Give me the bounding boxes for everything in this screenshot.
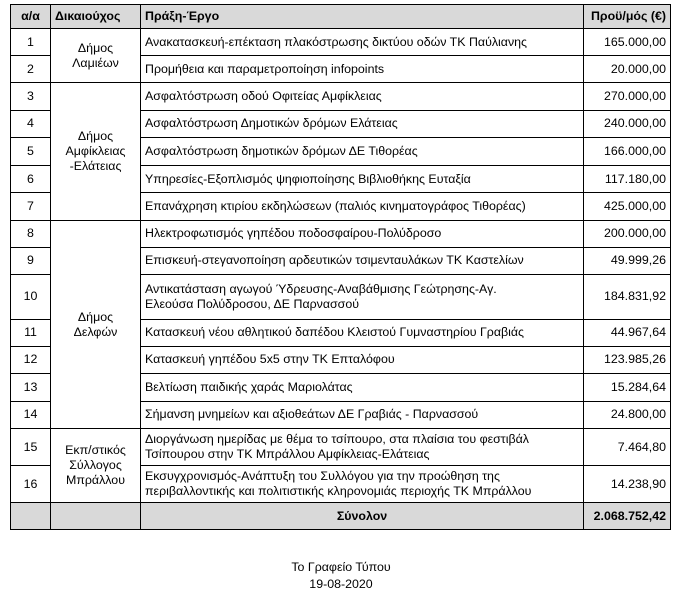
row-action: Κατασκευή γηπέδου 5x5 στην ΤΚ Επταλόφου — [141, 346, 584, 373]
press-release-date: 19-08-2020 — [309, 577, 373, 591]
row-num: 6 — [11, 165, 51, 193]
row-amount: 123.985,26 — [584, 346, 671, 373]
row-action: Ασφαλτόστρωση Δημοτικών δρόμων Ελάτειας — [141, 110, 584, 138]
row-action — [141, 466, 584, 503]
header-amount: Προϋ/μός (€) — [584, 5, 671, 29]
row-amount: 270.000,00 — [584, 83, 671, 111]
row-amount: 20.000,00 — [584, 56, 671, 83]
row-action: Κατασκευή νέου αθλητικού δαπέδου Κλειστού Γυμναστηρίου Γραβιάς — [141, 319, 584, 346]
row-amount: 14.238,90 — [584, 466, 671, 503]
row-amount: 240.000,00 — [584, 110, 671, 138]
header-num: α/α — [11, 5, 51, 29]
row-action — [141, 429, 584, 466]
row-num: 14 — [11, 401, 51, 429]
total-row — [11, 503, 671, 530]
row-action: Ασφαλτόστρωση δημοτικών δρόμων ΔΕ Τιθορέας — [141, 138, 584, 166]
beneficiary-line: Λαμιέων — [72, 55, 119, 70]
beneficiary-line: Δήμος — [77, 128, 114, 143]
beneficiary-cell — [51, 29, 141, 83]
row-num: 1 — [11, 29, 51, 56]
row-num: 4 — [11, 110, 51, 138]
row-action: Επανάχρηση κτιρίου εκδηλώσεων (παλιός κινηματογράφος Τιθορέας) — [141, 193, 584, 221]
total-empty-cell — [51, 503, 141, 530]
funding-table — [10, 4, 671, 530]
row-action — [141, 274, 584, 319]
row-action: Σήμανση μνημείων και αξιοθεάτων ΔΕ Γραβιάς - Παρνασσού — [141, 401, 584, 429]
row-action-line: Τσίπουρου στην ΤΚ Μπράλλου Αμφίκλειας-Ελάτειας — [145, 447, 430, 462]
row-num: 13 — [11, 373, 51, 401]
row-action: Βελτίωση παιδικής χαράς Μαριολάτας — [141, 373, 584, 401]
row-action: Ανακατασκευή-επέκταση πλακόστρωσης δικτύου οδών ΤΚ Παύλιανης — [141, 29, 584, 56]
row-amount: 49.999,26 — [584, 247, 671, 274]
row-num: 5 — [11, 138, 51, 166]
table-row — [11, 220, 671, 247]
header-row — [11, 5, 671, 29]
press-office-label: Το Γραφείο Τύπου — [291, 560, 391, 574]
beneficiary-line: Δήμος — [77, 40, 114, 55]
row-num: 3 — [11, 83, 51, 111]
row-amount: 166.000,00 — [584, 138, 671, 166]
row-action-line: Διοργάνωση ημερίδας με θέμα το τσίπουρο, στα πλαίσια του φεστιβάλ — [145, 432, 529, 447]
row-num: 9 — [11, 247, 51, 274]
beneficiary-cell — [51, 220, 141, 428]
beneficiary-line: Εκπ/στικός — [65, 443, 126, 458]
total-label: Σύνολον — [141, 503, 584, 530]
row-num: 12 — [11, 346, 51, 373]
beneficiary-line: -Ελάτειας — [69, 158, 122, 173]
row-num: 2 — [11, 56, 51, 83]
table-row — [11, 83, 671, 111]
row-action-line: Εκσυγχρονισμός-Ανάπτυξη του Συλλόγου για την προώθηση της — [145, 469, 500, 484]
beneficiary-line: Σύλλογος — [69, 458, 122, 473]
row-action-line: περιβαλλοντικής και πολιτιστικής κληρονομιάς περιοχής ΤΚ Μπράλλου — [145, 484, 532, 499]
total-empty-cell — [11, 503, 51, 530]
row-action: Ηλεκτροφωτισμός γηπέδου ποδοσφαίρου-Πολύδροσο — [141, 220, 584, 247]
beneficiary-line: Μπράλλου — [66, 473, 125, 488]
beneficiary-line: Δήμος — [77, 309, 114, 324]
row-amount: 117.180,00 — [584, 165, 671, 193]
beneficiary-cell — [51, 83, 141, 221]
beneficiary-line: Δελφών — [73, 324, 118, 339]
row-amount: 165.000,00 — [584, 29, 671, 56]
row-amount: 15.284,64 — [584, 373, 671, 401]
row-action-line: Ελεούσα Πολύδροσου, ΔΕ Παρνασσού — [145, 296, 359, 311]
header-beneficiary: Δικαιούχος — [51, 5, 141, 29]
row-amount: 200.000,00 — [584, 220, 671, 247]
row-action: Επισκευή-στεγανοποίηση αρδευτικών τσιμενταυλάκων ΤΚ Καστελίων — [141, 247, 584, 274]
row-amount: 24.800,00 — [584, 401, 671, 429]
total-amount: 2.068.752,42 — [584, 503, 671, 530]
row-num: 8 — [11, 220, 51, 247]
row-action: Προμήθεια και παραμετροποίηση infopoints — [141, 56, 584, 83]
row-action: Ασφαλτόστρωση οδού Οφιτείας Αμφίκλειας — [141, 83, 584, 111]
beneficiary-line: Αμφίκλειας — [65, 143, 126, 158]
row-num: 10 — [11, 274, 51, 319]
row-action-line: Αντικατάσταση αγωγού Ύδρευσης-Αναβάθμισης Γεώτρησης-Αγ. — [145, 281, 497, 296]
table-row — [11, 29, 671, 56]
row-num: 15 — [11, 429, 51, 466]
row-amount: 425.000,00 — [584, 193, 671, 221]
table-row — [11, 429, 671, 466]
row-amount: 44.967,64 — [584, 319, 671, 346]
beneficiary-cell — [51, 429, 141, 503]
row-amount: 7.464,80 — [584, 429, 671, 466]
row-num: 11 — [11, 319, 51, 346]
row-num: 16 — [11, 466, 51, 503]
header-action: Πράξη-Έργο — [141, 5, 584, 29]
row-amount: 184.831,92 — [584, 274, 671, 319]
row-action: Υπηρεσίες-Εξοπλισμός ψηφιοποίησης Βιβλιοθήκης Ευταξία — [141, 165, 584, 193]
row-num: 7 — [11, 193, 51, 221]
